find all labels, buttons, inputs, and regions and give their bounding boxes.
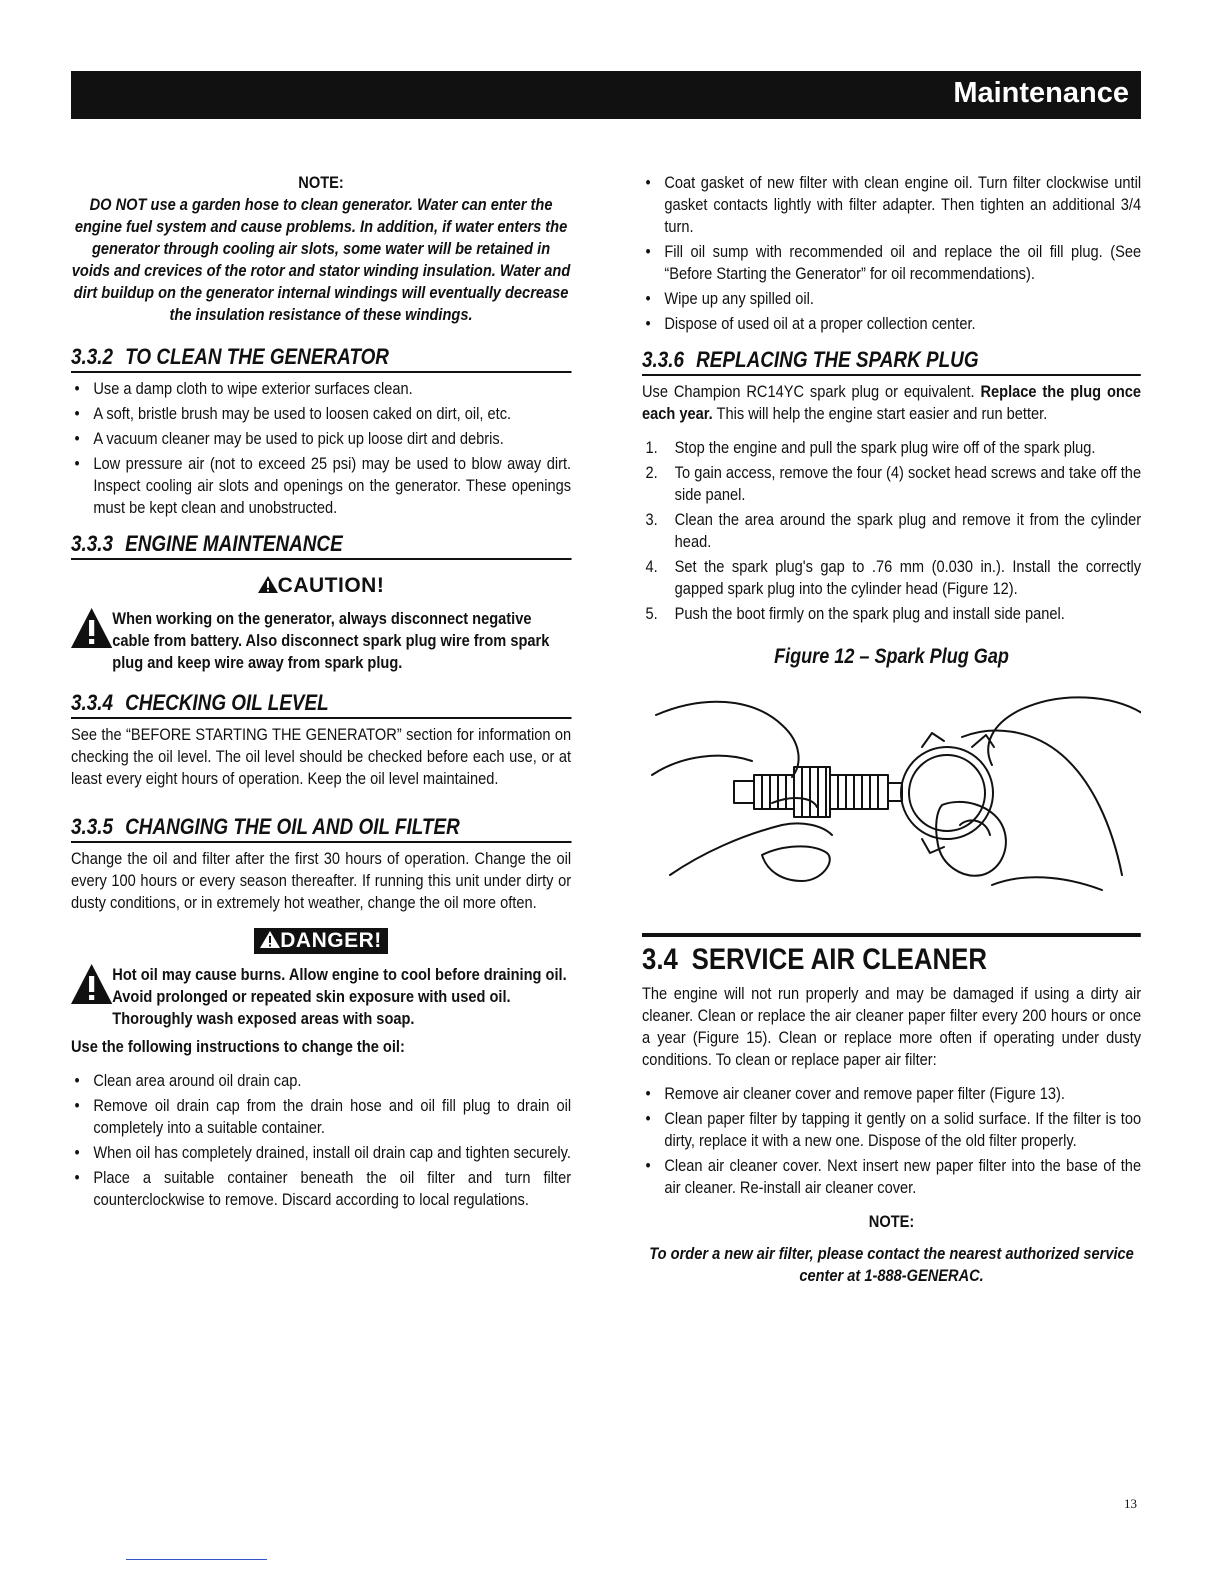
page-number: 13 (1124, 1496, 1137, 1511)
spark-plug-gap-illustration (642, 685, 1141, 900)
section-number: 3.3.2 (71, 344, 114, 369)
left-column (71, 172, 571, 1223)
warning-triangle-icon (258, 576, 278, 593)
section-heading-3-3-3 (71, 531, 571, 560)
step-item: 4. Set the spark plug's gap to .76 mm (0.030 in.). Install the correctly gapped spark plug into the cylinder head (Figure 12). (645, 557, 1142, 598)
spark-plug-steps (642, 437, 1141, 625)
air-filter-note (642, 1211, 1141, 1287)
caution-text: When working on the generator, always disconnect negative cable from battery. Also disconnect spark plug wire from spark plug and keep wire away from spark plug. (112, 609, 550, 672)
oil-change-paragraph: Change the oil and filter after the first 30 hours of operation. Change the oil every 100 hours or every season thereafter. If running this unit under dirty or dusty conditions, or in extremely hot weather, change the oil more often. (71, 849, 572, 912)
step-item: 5. Push the boot firmly on the spark plug and install side panel. (645, 604, 1065, 623)
list-item: • Place a suitable container beneath the oil filter and turn filter counterclockwise to remove. Discard according to local regulations. (71, 1167, 571, 1211)
section-number: 3.3.5 (71, 814, 114, 839)
section-title: REPLACING THE SPARK PLUG (696, 347, 979, 372)
section-number: 3.3.6 (642, 347, 685, 372)
note-text: DO NOT use a garden hose to clean generator. Water can enter the engine fuel system and cause problems. In addition, if water enters the generator through cooling air slots, some water will be retained in voids and crevices of the rotor and stator winding insulation. Water and dirt buildup on the generator internal windings will eventually decrease the insulation resistance of these windings. (71, 195, 571, 324)
danger-label: DANGER! (254, 928, 388, 954)
section-title: CHECKING OIL LEVEL (125, 690, 329, 715)
section-title: TO CLEAN THE GENERATOR (125, 344, 389, 369)
section-number: 3.4 (642, 943, 678, 976)
list-item: • A vacuum cleaner may be used to pick up loose dirt and debris. (71, 428, 571, 450)
section-number: 3.3.3 (71, 531, 114, 556)
danger-header (71, 928, 571, 954)
list-item: • Dispose of used oil at a proper collection center. (642, 313, 1141, 335)
list-item: • When oil has completely drained, install oil drain cap and tighten securely. (71, 1142, 571, 1164)
warning-triangle-icon (71, 608, 112, 648)
air-cleaner-paragraph: The engine will not run properly and may be damaged if using a dirty air cleaner. Clean or replace the air cleaner paper filter every 200 hours or once a year (Figure 15). Clean or replace more often if operating under dusty conditions. To clean or replace paper air filter: (642, 984, 1142, 1069)
oil-change-list (71, 1070, 571, 1211)
spark-plug-intro: Use Champion RC14YC spark plug or equivalent. Replace the plug once each year. This will help the engine start easier and run better. (642, 382, 1142, 423)
list-item: • Remove oil drain cap from the drain hose and oil fill plug to drain oil completely into a suitable container. (71, 1095, 571, 1139)
note-text: To order a new air filter, please contact the nearest authorized service center at 1-888-GENERAC. (649, 1244, 1134, 1285)
list-item: • Use a damp cloth to wipe exterior surfaces clean. (71, 378, 571, 400)
danger-message (71, 964, 571, 1030)
figure-caption: Figure 12 – Spark Plug Gap (774, 645, 1009, 668)
page-section-title: Maintenance (953, 77, 1129, 109)
caution-header (71, 574, 571, 598)
note-label: NOTE: (298, 173, 344, 192)
list-item: • Clean air cleaner cover. Next insert new paper filter into the base of the air cleaner. Re-install air cleaner cover. (642, 1155, 1141, 1199)
list-item: • Remove air cleaner cover and remove paper filter (Figure 13). (642, 1083, 1141, 1105)
list-item: • Wipe up any spilled oil. (642, 288, 1141, 310)
list-item: • Low pressure air (not to exceed 25 psi) may be used to blow away dirt. Inspect cooling air slots and openings on the generator. These openings must be kept clean and unobstructed. (71, 453, 571, 519)
header-bar (71, 71, 1141, 119)
air-cleaner-list (642, 1083, 1141, 1199)
danger-text: Hot oil may cause burns. Allow engine to cool before draining oil. Avoid prolonged or repeated skin exposure with used oil. Thoroughly wash exposed areas with soap. (112, 965, 567, 1028)
section-heading-3-3-5 (71, 814, 571, 843)
list-item: • Fill oil sump with recommended oil and replace the oil fill plug. (See “Before Starting the Generator” for oil recommendations). (642, 241, 1141, 285)
footer-rule (126, 1559, 267, 1560)
oil-change-list-continued (642, 172, 1141, 335)
oil-level-paragraph: See the “BEFORE STARTING THE GENERATOR” section for information on checking the oil level. The oil level should be checked before each use, or at least every eight hours of operation. Keep the oil level maintained. (71, 725, 572, 788)
warning-triangle-icon (71, 964, 112, 1004)
caution-label: CAUTION! (258, 574, 385, 598)
step-item: 3. Clean the area around the spark plug and remove it from the cylinder head. (645, 510, 1142, 551)
step-item: 2. To gain access, remove the four (4) socket head screws and take off the side panel. (645, 463, 1142, 504)
note-block (71, 172, 571, 326)
section-heading-3-3-6 (642, 347, 1141, 376)
section-number: 3.3.4 (71, 690, 114, 715)
caution-message (71, 608, 571, 674)
right-column (642, 172, 1141, 1305)
section-heading-3-3-4 (71, 690, 571, 719)
list-item: • Clean paper filter by tapping it gently on a solid surface. If the filter is too dirty, replace it with a new one. Dispose of the old filter properly. (642, 1108, 1141, 1152)
list-item: • A soft, bristle brush may be used to loosen caked on dirt, oil, etc. (71, 403, 571, 425)
note-label: NOTE: (868, 1212, 915, 1231)
step-item: 1. Stop the engine and pull the spark plug wire off of the spark plug. (645, 438, 1096, 457)
warning-triangle-icon (260, 931, 280, 948)
section-title: ENGINE MAINTENANCE (125, 531, 343, 556)
clean-generator-list (71, 378, 571, 519)
section-title: CHANGING THE OIL AND OIL FILTER (125, 814, 460, 839)
instructions-label: Use the following instructions to change the oil: (71, 1037, 405, 1056)
list-item: • Clean area around oil drain cap. (71, 1070, 571, 1092)
section-heading-3-3-2 (71, 344, 571, 373)
list-item: • Coat gasket of new filter with clean engine oil. Turn filter clockwise until gasket contacts lightly with filter adapter. Then tighten an additional 3/4 turn. (642, 172, 1141, 238)
section-heading-3-4 (642, 933, 1141, 977)
section-title: SERVICE AIR CLEANER (691, 943, 987, 976)
